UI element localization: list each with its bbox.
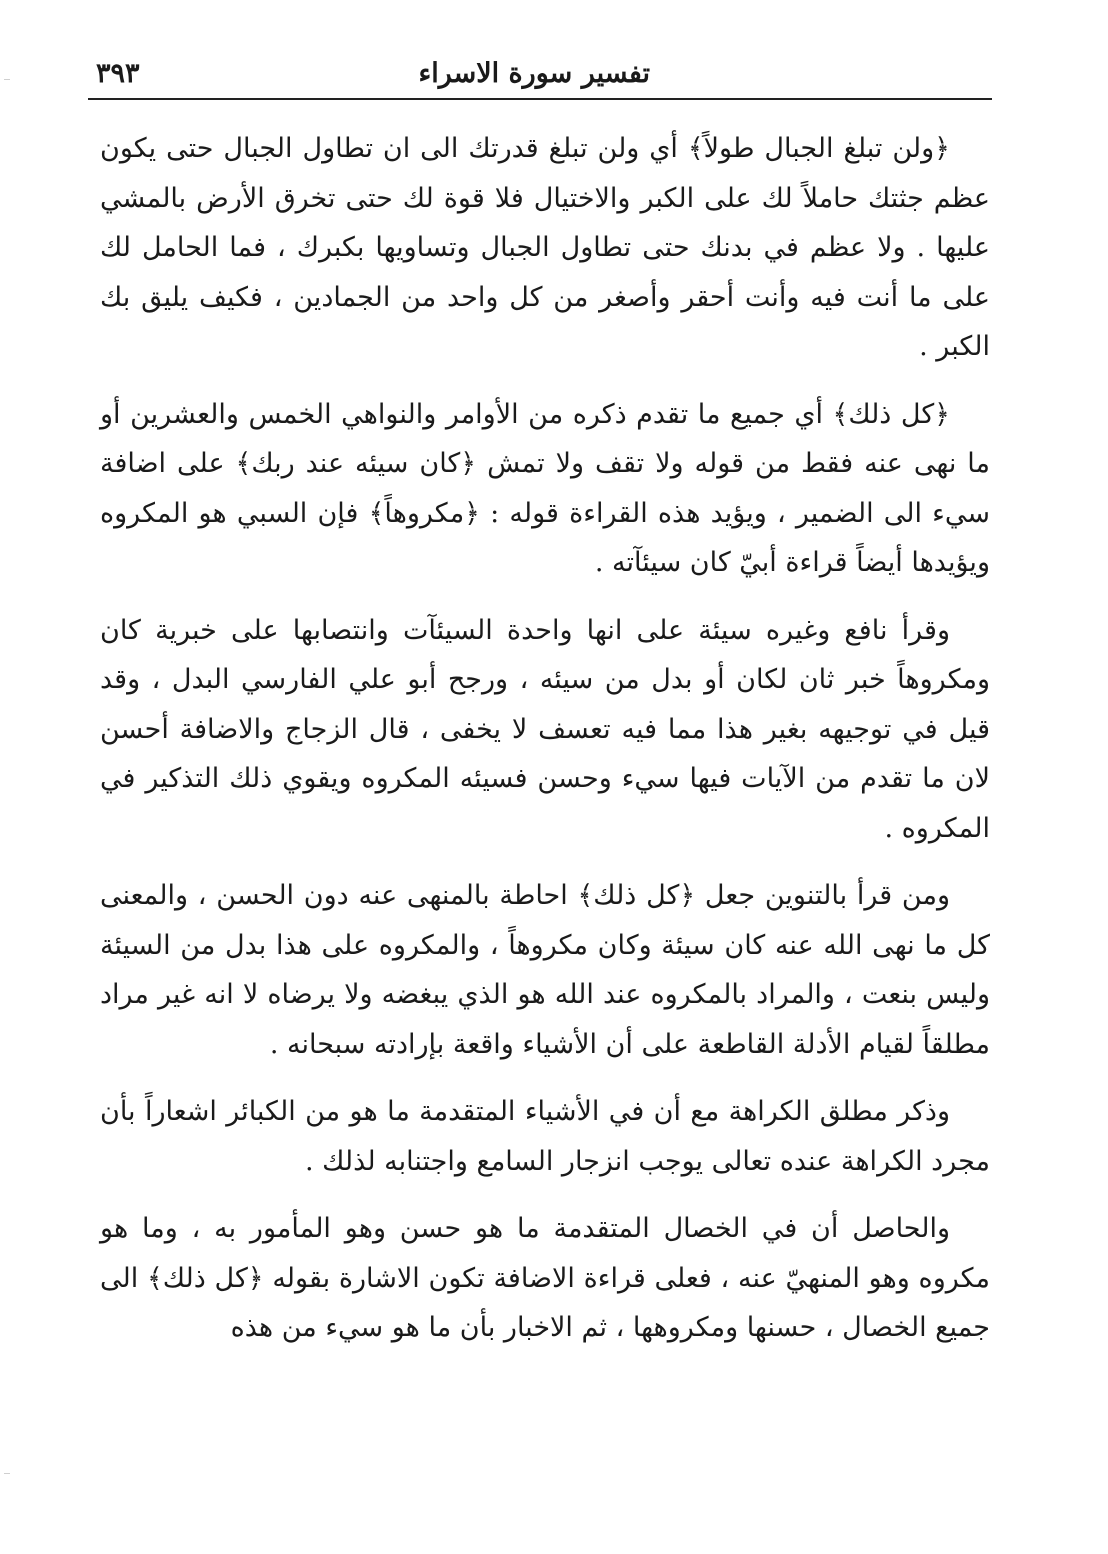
header-rule	[88, 98, 992, 100]
page-number: ٣٩٣	[96, 58, 140, 89]
paragraph-6: والحاصل أن في الخصال المتقدمة ما هو حسن وهو المأمور به ، وما هو مكروه وهو المنهيّ عنه ، فعلى قراءة الاضافة تكون الاشارة بقوله ﴿كل ذلك﴾ الى جميع الخصال ، حسنها ومكروهها ، ثم الاخبار بأن ما هو سيء من هذه	[100, 1213, 990, 1343]
paragraph-1: ﴿ولن تبلغ الجبال طولاً﴾ أي ولن تبلغ قدرتك الى ان تطاول الجبال حتى يكون عظم جثتك حاملاً لك على الكبر والاختيال فلا قوة لك حتى تخرق الأرض بالمشي عليها . ولا عظم في بدنك حتى تطاول الجبال وتساويها بكبرك ، فما الحامل لك على ما أنت فيه وأنت أحقر وأصغر من كل واحد من الجمادين ، فكيف يليق بك الكبر .	[100, 133, 990, 362]
margin-mark	[4, 1473, 10, 1474]
paragraph-4: ومن قرأ بالتنوين جعل ﴿كل ذلك﴾ احاطة بالمنهى عنه دون الحسن ، والمعنى كل ما نهى الله عنه كان سيئة وكان مكروهاً ، والمكروه على هذا بدل من السيئة وليس بنعت ، والمراد بالمكروه عند الله هو الذي يبغضه ولا يرضاه لا انه غير مراد مطلقاً لقيام الأدلة القاطعة على أن الأشياء واقعة بإرادته سبحانه .	[100, 880, 990, 1060]
body-text	[100, 124, 990, 1353]
running-title: تفسير سورة الاسراء	[418, 58, 650, 89]
page-header	[88, 52, 990, 102]
paragraph-2: ﴿كل ذلك﴾ أي جميع ما تقدم ذكره من الأوامر والنواهي الخمس والعشرين أو ما نهى عنه فقط من قوله ولا تقف ولا تمش ﴿كان سيئه عند ربك﴾ على اضافة سيء الى الضمير ، ويؤيد هذه القراءة قوله : ﴿مكروهاً﴾ فإن السبي هو المكروه ويؤيدها أيضاً قراءة أبيّ كان سيئآته .	[100, 398, 990, 578]
margin-mark	[4, 79, 10, 80]
paragraph-3: وقرأ نافع وغيره سيئة على انها واحدة السيئآت وانتصابها على خبرية كان ومكروهاً خبر ثان لكان أو بدل من سيئه ، ورجح أبو علي الفارسي البدل ، وقد قيل في توجيهه بغير هذا مما فيه تعسف لا يخفى ، قال الزجاج والاضافة أحسن لان ما تقدم من الآيات فيها سيء وحسن فسيئه المكروه ويقوي ذلك التذكير في المكروه .	[100, 614, 990, 844]
paragraph-5: وذكر مطلق الكراهة مع أن في الأشياء المتقدمة ما هو من الكبائر اشعاراً بأن مجرد الكراهة عنده تعالى يوجب انزجار السامع واجتنابه لذلك .	[100, 1096, 990, 1177]
